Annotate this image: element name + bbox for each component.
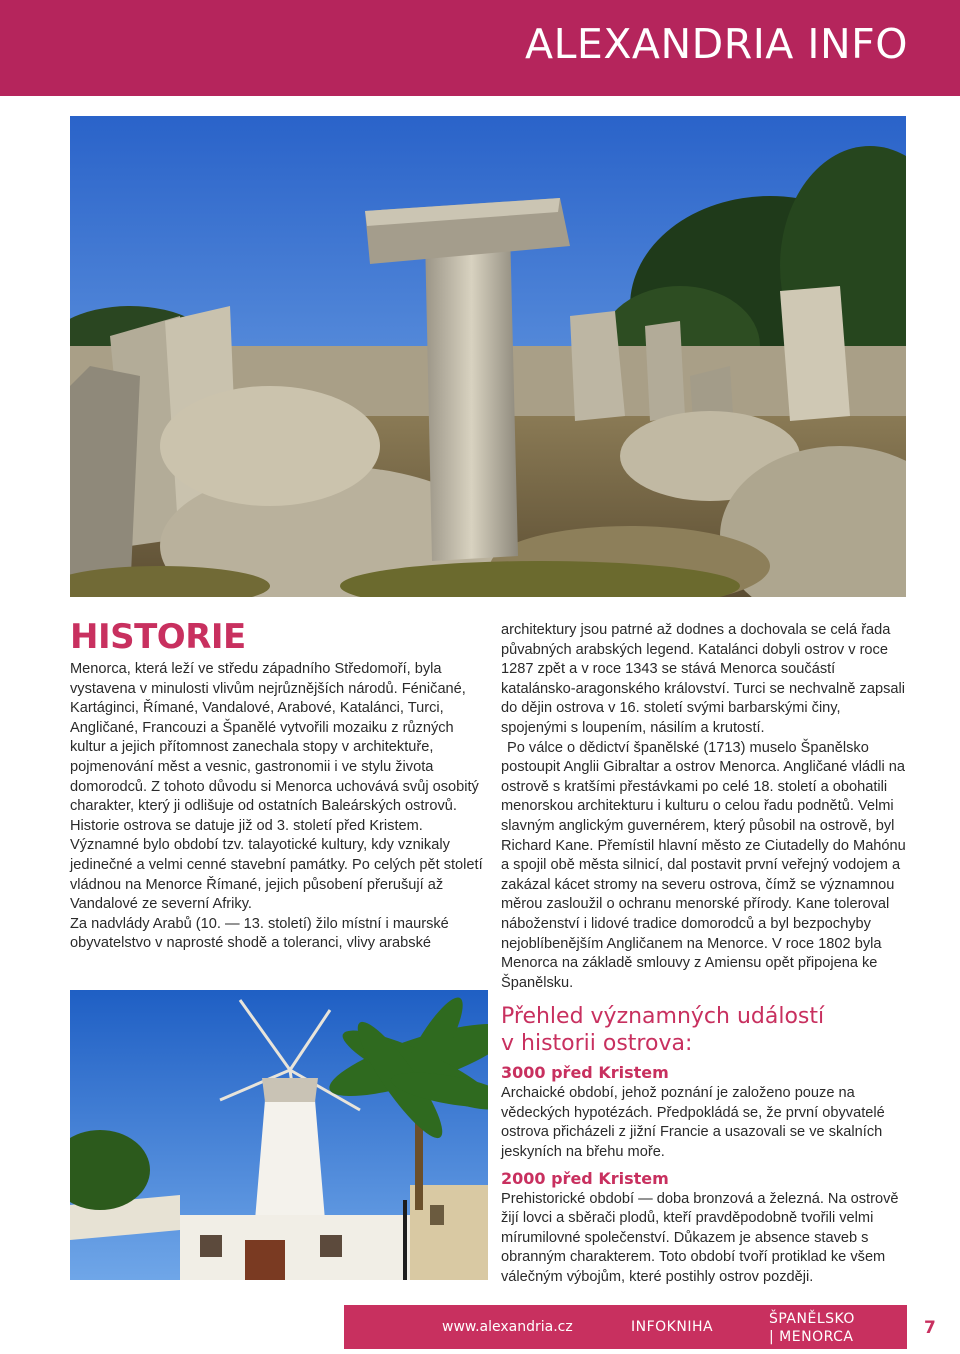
history-paragraph-4: architektury jsou patrné až dodnes a dochovala se celá řada půvabných arabských legend. Katalánci dobyli ostrov v roce 1287 zpět a v roce 1343 se stává Menorca součástí katalánsko-aragonského království. Turci se nechvalně zapsali do dějin ostrova v 16. století svými barbarskými činy, spojenými s loupením, násilím a krutostí. (501, 622, 905, 736)
windmill-illustration (70, 990, 488, 1280)
era-label-2000bc: 2000 před Kristem (501, 1168, 669, 1188)
page-number: 7 (924, 1318, 936, 1338)
era-text-2000bc: Prehistorické období — doba bronzová a železná. Na ostrově žijí lovci a sběrači plodů, kteří pravděpodobně tvořili velmi mírumilovné společenství. Důkazem je absence staveb s obranným charakterem. Toto období tvoří protiklad ke všem válečným výbojům, které postihly ostrov později. (501, 1190, 899, 1286)
footer-destination (769, 1310, 855, 1346)
timeline-heading (501, 1003, 906, 1057)
history-right-column (501, 621, 906, 1288)
taula-megalith-photo (70, 116, 906, 597)
header-bar (0, 0, 960, 96)
page-header-title: ALEXANDRIA INFO (525, 20, 908, 68)
history-paragraph-1: Menorca, která leží ve středu západního Středomoří, byla vystavena v minulosti vlivům nejrůznějších národů. Féničané, Kartáginci, Římané, Vandalové, Arabové, Katalánci, Turci, Angličané, Francouzi a Španělé vytvořili mozaiku z různých kultur a jejich přítomnost zanechala stopy v architektuře, pojmenování měst a vesnic, gastronomii i ve stylu života domorodců. Z tohoto důvodu si Menorca uchovává svůj osobitý charakter, který ji odlišuje od ostatních Baleárských ostrovů. (70, 661, 479, 815)
footer-bar (344, 1305, 907, 1349)
history-paragraph-5: Po válce o dědictví španělské (1713) muselo Španělsko postoupit Anglii Gibraltar a ostrov Menorca. Angličané vládli na ostrově s kratšími přestávkami po celé 18. století a obohatili menorskou architekturu i kulturu o celou řadu podnětů. Velmi slavným anglickým guvernérem, který působil na ostrově, byl Richard Kane. Přemístil hlavní město ze Ciutadelly do Mahónu a spojil obě města silnicí, dal postavit první veřejný vodojem a zakázal kácet stromy na severu ostrova, čímž se významnou měrou zasloužil o ochranu menorské přírody. Kane toleroval náboženství i lidové tradice domorodců a byl bezpochyby nejoblíbenějším Angličanem na Menorce. V roce 1802 byla Menorca na základě smlouvy z Amiensu opět připojena ke Španělsku. (501, 739, 906, 991)
taula-megalith-illustration (70, 116, 906, 597)
footer-magazine-name: INFOKNIHA (631, 1319, 714, 1335)
era-text-3000bc: Archaické období, jehož poznání je založeno pouze na vědeckých hypotézách. Předpokládá se, že první obyvatelé ostrova přicházeli z jižní Francie a usazovali se ve skalních jeskyních na břehu moře. (501, 1085, 885, 1161)
timeline-heading-line2: v historii ostrova: (501, 1031, 693, 1057)
footer-website-link[interactable]: www.alexandria.cz (442, 1319, 573, 1335)
windmill-palm-photo (70, 990, 488, 1280)
timeline-heading-line1: Přehled významných událostí (501, 1004, 825, 1030)
section-heading-historie: HISTORIE (70, 617, 246, 657)
history-paragraph-3: Za nadvlády Arabů (10. — 13. století) žilo místní i maurské obyvatelstvo v naprosté shodě a toleranci, vlivy arabské (70, 915, 449, 952)
era-label-3000bc: 3000 před Kristem (501, 1063, 669, 1083)
history-left-column (70, 618, 488, 954)
footer-destination-line1: ŠPANĚLSKO (769, 1311, 855, 1327)
footer-destination-line2: | MENORCA (769, 1329, 854, 1345)
history-paragraph-2: Historie ostrova se datuje již od 3. století před Kristem. Významné bylo období tzv. talayotické kultury, kdy vznikaly jedinečné a velmi cenné stavební památky. Po celých pět století vládnou na Menorce Římané, jejich působení přerušují až Vandalové ze severní Afriky. (70, 817, 483, 913)
